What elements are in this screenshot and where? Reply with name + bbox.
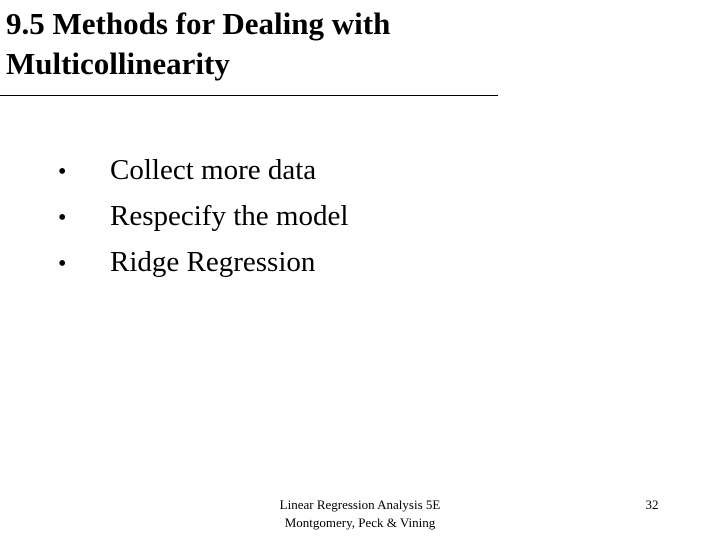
page-number: 32 — [645, 497, 659, 512]
slide-title-line-1: 9.5 Methods for Dealing with — [6, 6, 391, 41]
bullet-dot-icon: • — [58, 205, 67, 231]
bullet-dot-icon: • — [58, 251, 67, 277]
bullet-item-collect-more-data — [56, 147, 348, 193]
footer-citation — [250, 496, 470, 532]
title-underline-rule — [0, 95, 498, 96]
slide-title — [6, 4, 506, 84]
bullet-text: Ridge Regression — [110, 246, 316, 278]
footer-citation-line-1: Linear Regression Analysis 5E — [279, 497, 441, 512]
bullet-item-respecify-model — [56, 193, 348, 239]
footer-citation-line-2: Montgomery, Peck & Vining — [284, 515, 436, 530]
bullet-text: Respecify the model — [110, 200, 349, 232]
bullet-dot-icon: • — [58, 159, 67, 185]
bullet-list — [56, 147, 348, 285]
bullet-item-ridge-regression — [56, 239, 348, 285]
slide-title-line-2: Multicollinearity — [6, 46, 230, 81]
bullet-text: Collect more data — [110, 154, 317, 186]
